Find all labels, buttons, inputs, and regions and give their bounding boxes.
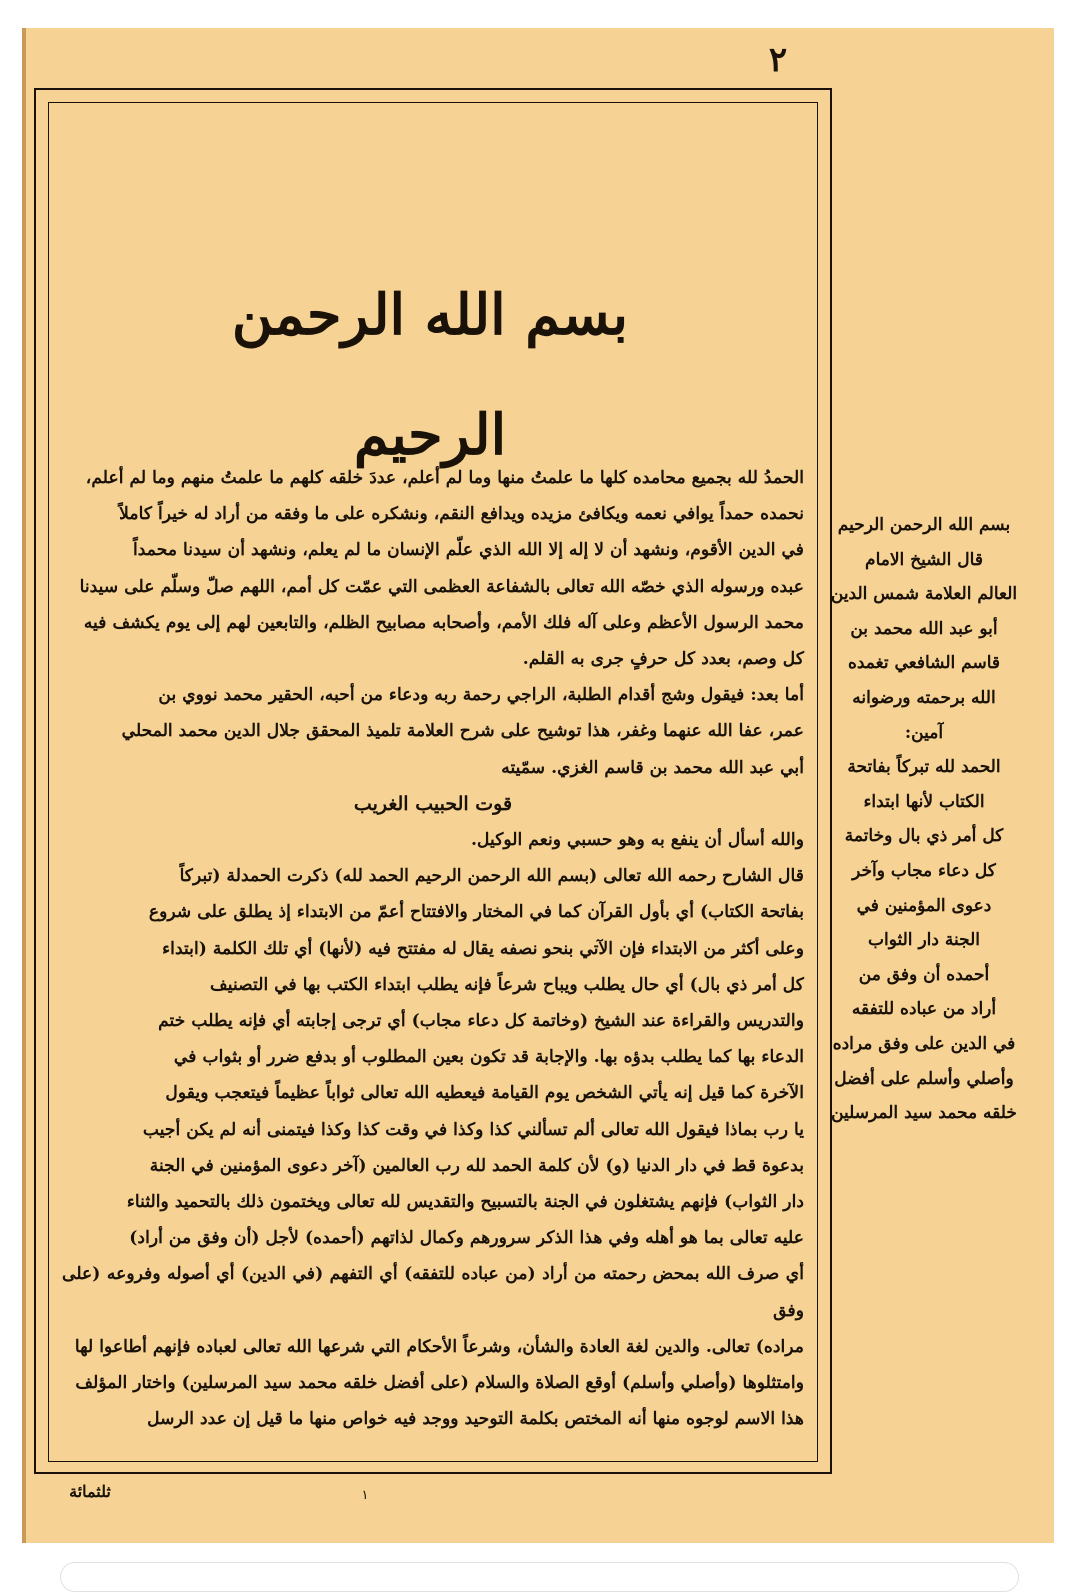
margin-line: الله برحمته ورضوانه	[852, 687, 996, 708]
margin-line: الكتاب لأنها ابتداء	[863, 791, 985, 812]
text-line: يا رب بماذا فيقول الله تعالى ألم تسألني كذا وكذا في وقت كذا وكذا فيتمنى أنه لم يكن أجيب	[142, 1119, 804, 1140]
text-line: كل وصم، بعدد كل حرفٍ جرى به القلم.	[522, 649, 804, 670]
bottom-input-pill[interactable]	[60, 1562, 1019, 1592]
text-line: دار الثواب) فإنهم يشتغلون في الجنة بالتسبيح والتقديس لله تعالى ويختمون ذلك بالتحميد والثناء	[126, 1192, 804, 1213]
basmala-heading: بسم الله الرحمن الرحيم	[231, 282, 629, 468]
margin-line: وأصلي وأسلم على أفضل	[834, 1068, 1014, 1089]
margin-line: أحمده أن وفق من	[858, 964, 990, 985]
margin-line: آمين:	[904, 722, 944, 743]
text-line: بفاتحة الكتاب) أي بأول القرآن كما في المختار والافتتاح أعمّ من الابتداء إذ يطلق على شروع	[148, 902, 804, 923]
text-line: والتدريس والقراءة عند الشيخ (وخاتمة كل دعاء مجاب) أي ترجى إجابته أي فإنه يطلب ختم	[158, 1011, 804, 1032]
text-line: أي صرف الله بمحض رحمته من أراد (من عباده للتفقه) أي التفهم (في الدين) أي أصوله وفروعه (على وفق	[62, 1264, 804, 1321]
text-line: الآخرة كما قيل إنه يأتي الشخص يوم القيامة فيعطيه الله تعالى ثواباً عظيماً فيتعجب ويقول	[165, 1083, 804, 1104]
margin-line: الجنة دار الثواب	[867, 930, 980, 951]
text-line: في الدين الأقوم، ونشهد أن لا إله إلا الله الذي علّم الإنسان ما لم يعلم، ونشهد أن سيدنا محمداً	[132, 540, 804, 561]
text-line: والله أسأل أن ينفع به وهو حسبي ونعم الوكيل.	[471, 830, 804, 851]
margin-line: كل دعاء مجاب وآخر	[852, 860, 996, 881]
text-line: أبي عبد الله محمد بن قاسم الغزي. سمّيته	[501, 757, 804, 778]
text-line: الدعاء بها كما يطلب بدؤه بها. والإجابة قد تكون بعين المطلوب أو بدفع ضرر أو بثواب في	[173, 1047, 804, 1068]
margin-line: أبو عبد الله محمد بن	[850, 618, 998, 639]
page-spine-edge	[22, 28, 26, 1543]
footer-sheet-number: ١	[361, 1488, 369, 1503]
text-line: وامتثلوها (وأصلي وأسلم) أوقع الصلاة والسلام (على أفضل خلقه محمد سيد المرسلين) واختار المؤلف	[75, 1373, 804, 1394]
margin-line: العالم العلامة شمس الدين	[830, 584, 1018, 605]
margin-line: قال الشيخ الامام	[865, 549, 983, 570]
text-line: نحمده حمداً يوافي نعمه ويكافئ مزيده ويدافع النقم، ونشكره على ما وفقه من أراد له خيراً كاملاً	[119, 504, 804, 525]
margin-line: خلقه محمد سيد المرسلين	[831, 1103, 1017, 1124]
text-line: هذا الاسم لوجوه منها أنه المختص بكلمة التوحيد ووجد فيه خواص منها ما قيل إن عدد الرسل	[147, 1409, 804, 1430]
text-line: بدعوة قط في دار الدنيا (و) لأن كلمة الحمد لله رب العالمين (آخر دعوى المؤمنين في الجنة	[149, 1155, 804, 1176]
text-line: عليه تعالى بما هو أهله وفي هذا الذكر سرورهم وكمال لذاتهم (أحمده) لأجل (أن وفق من أراد)	[129, 1228, 804, 1249]
margin-line: بسم الله الرحمن الرحيم	[837, 515, 1011, 535]
text-line: الحمدُ لله بجميع محامده كلها ما علمتُ منها وما لم أعلم، عددَ خلقه كلهم ما علمتُ منهم وما لم أعلم،	[85, 468, 804, 488]
margin-line: أراد من عباده للتفقه	[851, 999, 997, 1020]
page-number: ٢	[768, 40, 788, 80]
text-line: محمد الرسول الأعظم وعلى آله فلك الأمم، وأصحابه مصابيح الظلم، والتابعين لهم إلى يوم يكشف فيه	[83, 612, 804, 633]
margin-line: الحمد لله تبركاً بفاتحة	[847, 757, 1001, 778]
margin-line: في الدين على وفق مراده	[832, 1033, 1016, 1054]
text-line: وعلى أكثر من الابتداء فإن الآتي بنحو نصفه يقال له مفتتح فيه (لأنها) أي تلك الكلمة (ابتداء	[162, 938, 804, 959]
margin-line: دعوى المؤمنين في	[856, 895, 992, 916]
text-line: عمر، عفا الله عنهما وغفر، هذا توشيح على شرح العلامة تلميذ المحقق جلال الدين محمد المحلي	[121, 721, 804, 742]
margin-line: قاسم الشافعي تغمده	[847, 653, 1001, 674]
margin-line: كل أمر ذي بال وخاتمة	[844, 826, 1004, 847]
margin-matn-text	[826, 508, 1022, 1228]
text-line: أما بعد: فيقول وشج أقدام الطلبة، الراجي رحمة ربه ودعاء من أحبه، الحقير محمد نووي بن	[158, 685, 804, 706]
text-line: مراده) تعالى. والدين لغة العادة والشأن، وشرعاً الأحكام التي شرعها الله تعالى لعباده فإنهم أطاعوا لها	[74, 1336, 804, 1357]
footer-signature-label: ثلثمائة	[69, 1482, 111, 1501]
main-commentary-text	[62, 460, 804, 1460]
text-line: قال الشارح رحمه الله تعالى (بسم الله الرحمن الرحيم الحمد لله) ذكرت الحمدلة (تبركاً	[179, 866, 804, 887]
book-title-line: قوت الحبيب الغريب	[353, 792, 513, 815]
text-line: عبده ورسوله الذي خصّه الله تعالى بالشفاعة العظمى التي عمّت كل أمم، اللهم صلّ وسلّم على سيدنا	[79, 576, 804, 597]
text-line: كل أمر ذي بال) أي حال يطلب ويباح شرعاً فإنه يطلب ابتداء الكتب بها في التصنيف	[209, 974, 804, 995]
